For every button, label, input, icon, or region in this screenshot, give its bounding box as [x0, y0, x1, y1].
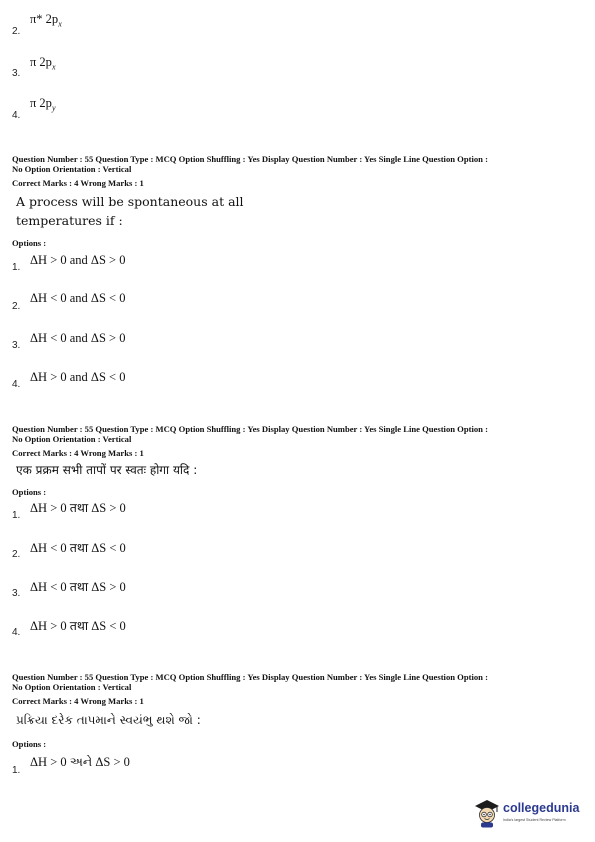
marks-info: Correct Marks : 4 Wrong Marks : 1	[12, 448, 144, 458]
options-label: Options :	[12, 487, 47, 497]
option-number: 4.	[12, 379, 21, 390]
option-text: ΔH < 0 तथा ΔS < 0	[30, 541, 126, 555]
options-label: Options :	[12, 739, 47, 749]
option-text: π $2p_y$	[30, 96, 56, 113]
marks-info: Correct Marks : 4 Wrong Marks : 1	[12, 178, 144, 188]
option-text: ΔH > 0 तथा ΔS < 0	[30, 619, 126, 633]
option-number: 2.	[12, 301, 21, 312]
question-text-line-1: एक प्रक्रम सभी तापों पर स्वतः होगा यदि :	[16, 463, 198, 477]
option-number: 3.	[12, 340, 21, 351]
option-number: 1.	[12, 262, 21, 273]
question-text-line-1: પ્રક્રિયા દરેક તાપમાને સ્વયંભુ થશે જો :	[16, 713, 201, 727]
option-number: 3.	[12, 68, 21, 79]
question-text-line-2: temperatures if :	[16, 213, 123, 228]
option-number: 4.	[12, 110, 21, 121]
collegedunia-logo	[473, 795, 585, 835]
option-number: 4.	[12, 627, 21, 638]
option-number: 2.	[12, 549, 21, 560]
option-text: ΔH < 0 and ΔS > 0	[30, 331, 126, 345]
question-text-line-1: A process will be spontaneous at all	[16, 194, 244, 209]
option-text: ΔH > 0 and ΔS < 0	[30, 370, 126, 384]
option-number: 3.	[12, 588, 21, 599]
logo-wordmark: collegedunia	[503, 801, 580, 815]
question-meta-line-2: No Option Orientation : Vertical	[12, 682, 132, 692]
option-number: 1.	[12, 765, 21, 776]
option-text: ΔH > 0 and ΔS > 0	[30, 253, 126, 267]
logo-tagline: India's largest Student Review Platform	[503, 818, 566, 822]
option-number: 2.	[12, 26, 21, 37]
student-mascot-icon	[473, 797, 501, 829]
marks-info: Correct Marks : 4 Wrong Marks : 1	[12, 696, 144, 706]
options-label: Options :	[12, 238, 47, 248]
question-meta-line-2: No Option Orientation : Vertical	[12, 164, 132, 174]
option-text: ΔH > 0 અને ΔS > 0	[30, 755, 130, 769]
question-meta-line-1: Question Number : 55 Question Type : MCQ Option Shuffling : Yes Display Question Number : Yes Single Line Question Option :	[12, 424, 488, 434]
option-text: π $2p_x$	[30, 55, 56, 72]
question-meta-line-2: No Option Orientation : Vertical	[12, 434, 132, 444]
option-text: ΔH < 0 तथा ΔS > 0	[30, 580, 126, 594]
question-meta-line-1: Question Number : 55 Question Type : MCQ Option Shuffling : Yes Display Question Number : Yes Single Line Question Option :	[12, 672, 488, 682]
option-text: π* $2p_x$	[30, 12, 62, 29]
option-text: ΔH < 0 and ΔS < 0	[30, 291, 126, 305]
option-text: ΔH > 0 तथा ΔS > 0	[30, 501, 126, 515]
option-number: 1.	[12, 510, 21, 521]
question-meta-line-1: Question Number : 55 Question Type : MCQ Option Shuffling : Yes Display Question Number : Yes Single Line Question Option :	[12, 154, 488, 164]
